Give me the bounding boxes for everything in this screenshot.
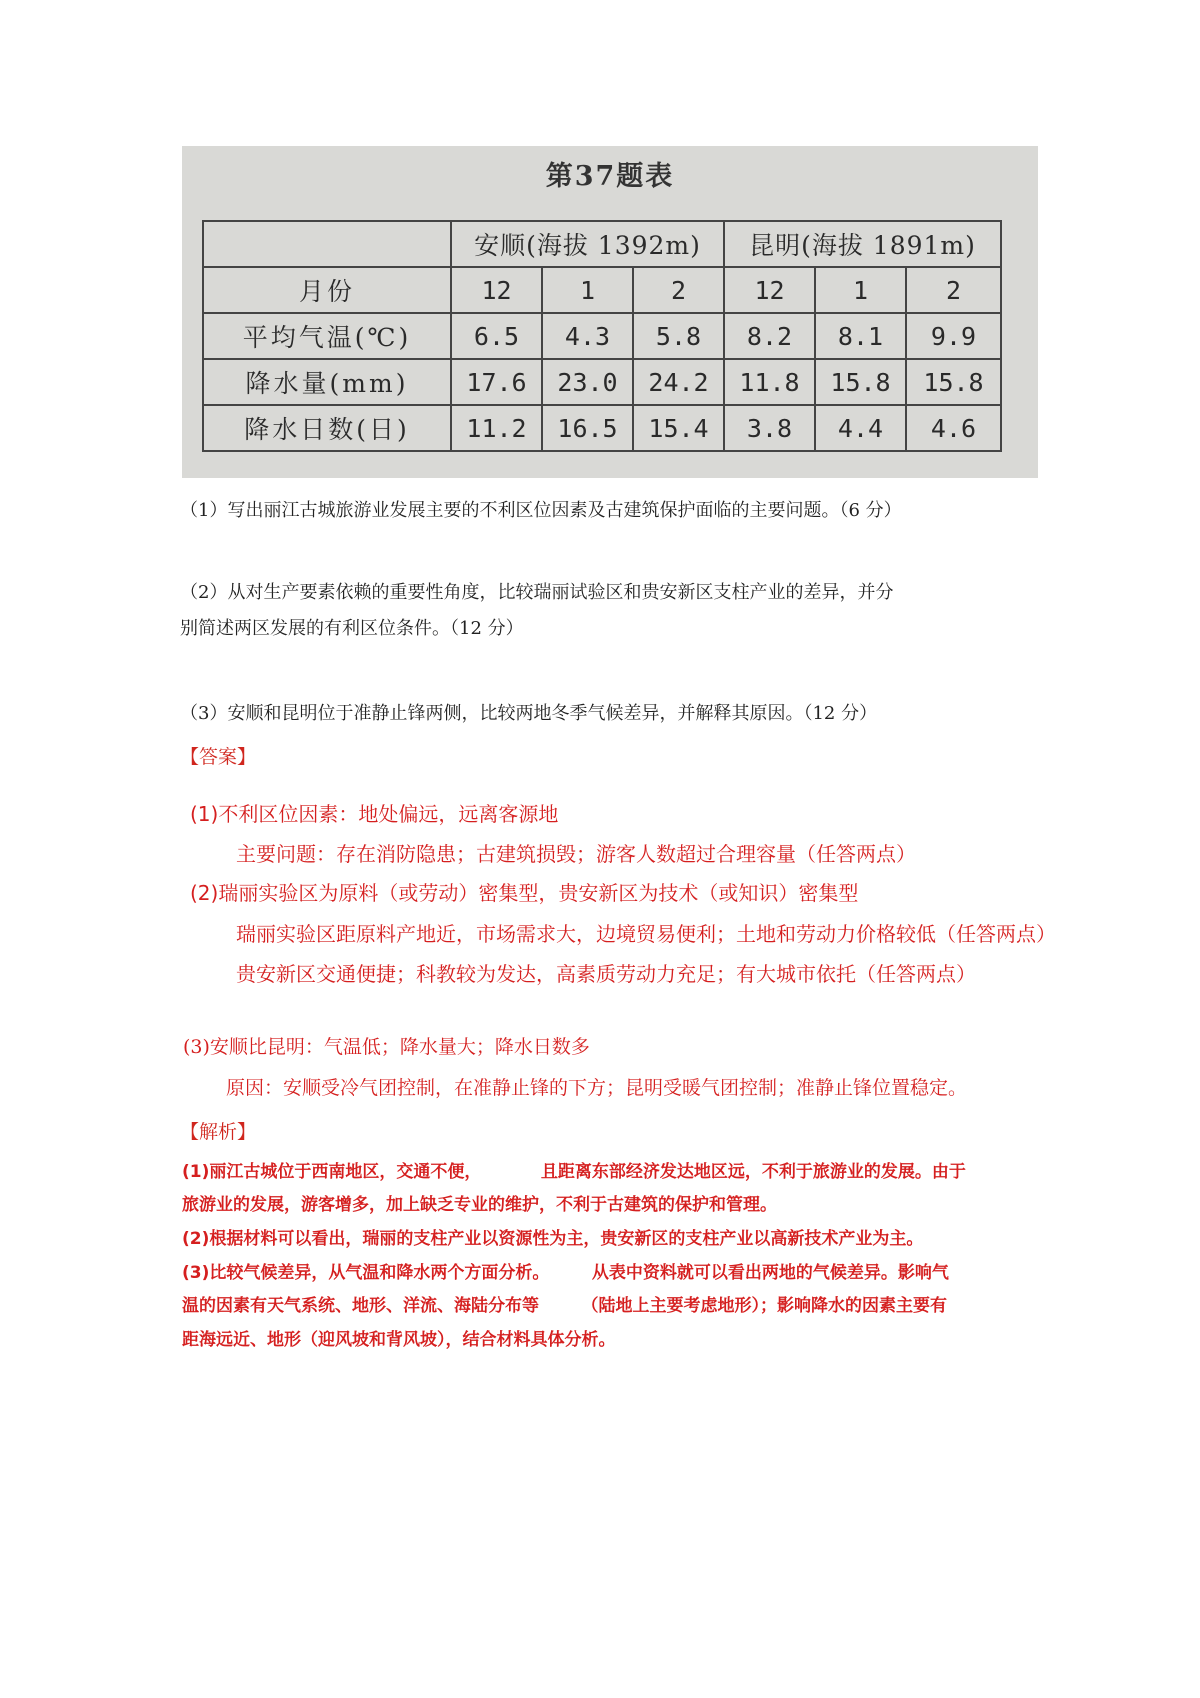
table-cell: 4.3 (542, 313, 633, 359)
table-cell: 24.2 (633, 359, 724, 405)
table-cell: 8.1 (815, 313, 906, 359)
table-cell: 17.6 (451, 359, 542, 405)
table-cell: 8.2 (724, 313, 815, 359)
row-label: 平均气温(℃) (203, 313, 451, 359)
row-label: 降水日数(日) (203, 405, 451, 451)
answer-1-line-1: (1)不利区位因素：地处偏远，远离客源地 (190, 802, 559, 826)
table-row (203, 267, 1001, 313)
month-cell: 2 (906, 267, 1001, 313)
analysis-line-6: 距海远近、地形（迎风坡和背风坡），结合材料具体分析。 (182, 1330, 616, 1350)
analysis-line-1: (1)丽江古城位于西南地区，交通不便， 且距离东部经济发达地区远，不利于旅游业的发展。由于 (182, 1162, 966, 1182)
month-cell: 12 (724, 267, 815, 313)
table-cell: 15.8 (815, 359, 906, 405)
month-cell: 12 (451, 267, 542, 313)
climate-table (202, 220, 1002, 452)
month-cell: 2 (633, 267, 724, 313)
figure-title: 第37题表 (545, 161, 675, 192)
answer-3-line-1: (3)安顺比昆明：气温低；降水量大；降水日数多 (183, 1036, 590, 1058)
station-kunming: 昆明(海拔 1891m) (724, 221, 1001, 267)
answer-2-line-2: 瑞丽实验区距原料产地近，市场需求大，边境贸易便利；土地和劳动力价格较低（任答两点） (236, 922, 1056, 946)
row-label: 月份 (203, 267, 451, 313)
answer-2-line-1: (2)瑞丽实验区为原料（或劳动）密集型，贵安新区为技术（或知识）密集型 (190, 881, 859, 905)
table-cell: 4.6 (906, 405, 1001, 451)
month-cell: 1 (815, 267, 906, 313)
question-2-line-2: 别简述两区发展的有利区位条件。（12 分） (180, 618, 524, 639)
table-row (203, 359, 1001, 405)
table-row (203, 221, 1001, 267)
analysis-line-2: 旅游业的发展，游客增多，加上缺乏专业的维护，不利于古建筑的保护和管理。 (182, 1195, 777, 1215)
analysis-line-5: 温的因素有天气系统、地形、洋流、海陆分布等 （陆地上主要考虑地形）；影响降水的因素主要有 (182, 1296, 947, 1316)
table-cell: 23.0 (542, 359, 633, 405)
table-cell: 11.8 (724, 359, 815, 405)
table-cell: 6.5 (451, 313, 542, 359)
station-anshun: 安顺(海拔 1392m) (451, 221, 724, 267)
question-3: （3）安顺和昆明位于准静止锋两侧，比较两地冬季气候差异，并解释其原因。（12 分） (180, 703, 878, 724)
analysis-heading: 【解析】 (180, 1121, 257, 1143)
answer-heading: 【答案】 (180, 746, 257, 768)
month-cell: 1 (542, 267, 633, 313)
table-cell: 5.8 (633, 313, 724, 359)
table-cell: 16.5 (542, 405, 633, 451)
table-corner (203, 221, 451, 267)
analysis-line-4: (3)比较气候差异，从气温和降水两个方面分析。 从表中资料就可以看出两地的气候差异。影响气 (182, 1263, 949, 1283)
table-cell: 9.9 (906, 313, 1001, 359)
question-2-line-1: （2）从对生产要素依赖的重要性角度，比较瑞丽试验区和贵安新区支柱产业的差异，并分 (180, 582, 894, 603)
table-figure (182, 146, 1038, 478)
answer-1-line-2: 主要问题：存在消防隐患；古建筑损毁；游客人数超过合理容量（任答两点） (236, 842, 916, 866)
table-cell: 15.4 (633, 405, 724, 451)
answer-3-line-2: 原因：安顺受冷气团控制，在准静止锋的下方；昆明受暖气团控制；准静止锋位置稳定。 (226, 1077, 968, 1099)
table-cell: 3.8 (724, 405, 815, 451)
table-row (203, 405, 1001, 451)
table-cell: 15.8 (906, 359, 1001, 405)
table-cell: 4.4 (815, 405, 906, 451)
table-row (203, 313, 1001, 359)
question-1: （1）写出丽江古城旅游业发展主要的不利区位因素及古建筑保护面临的主要问题。（6 分） (180, 500, 902, 521)
table-cell: 11.2 (451, 405, 542, 451)
row-label: 降水量(mm) (203, 359, 451, 405)
answer-2-line-3: 贵安新区交通便捷；科教较为发达，高素质劳动力充足；有大城市依托（任答两点） (236, 962, 976, 986)
analysis-line-3: (2)根据材料可以看出，瑞丽的支柱产业以资源性为主，贵安新区的支柱产业以高新技术产业为主。 (182, 1229, 924, 1249)
